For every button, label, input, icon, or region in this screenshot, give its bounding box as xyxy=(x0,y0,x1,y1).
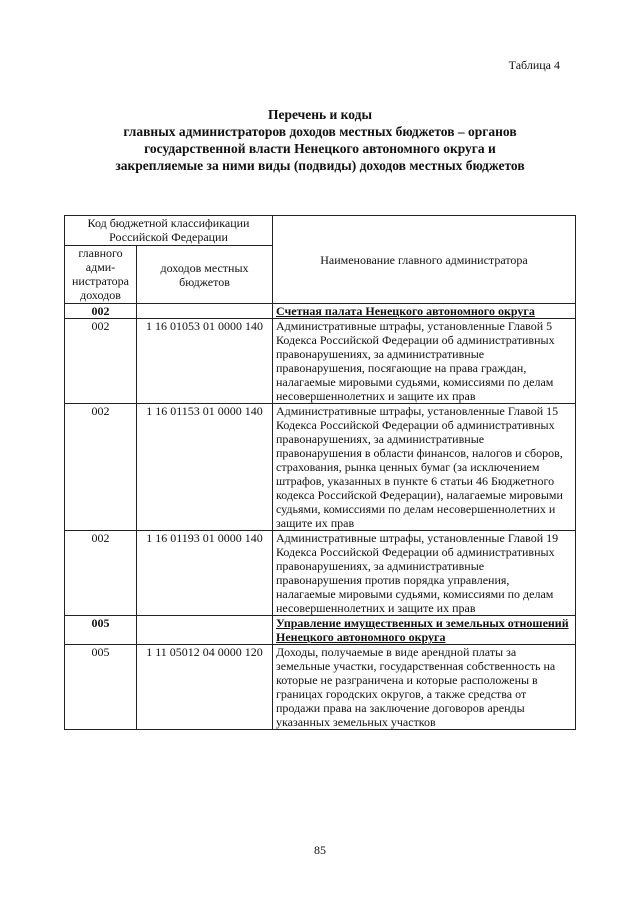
header-main-admin: главного адми-нистратора доходов xyxy=(65,246,137,304)
admin-name-cell: Счетная палата Ненецкого автономного округа xyxy=(273,304,576,319)
revenue-code-cell: 1 16 01053 01 0000 140 xyxy=(137,319,273,404)
admin-name-cell: Доходы, получаемые в виде арендной платы за земельные участки, государственная собственность на которые не разграничена и которые расположены в границах городских округов, а также средства от продажи права на заключение договоров аренды указанных земельных участков xyxy=(273,645,576,730)
header-local-revenue: доходов местных бюджетов xyxy=(137,246,273,304)
table-row xyxy=(65,531,576,616)
table-row xyxy=(65,319,576,404)
page-number: 85 xyxy=(314,843,326,857)
admin-name-cell: Административные штрафы, установленные Главой 19 Кодекса Российской Федерации об административных правонарушениях, за административные правонарушения против порядка управления, налагаемые мировыми судьями, комиссиями по делам несовершеннолетних и защите их прав xyxy=(273,531,576,616)
table-row xyxy=(65,645,576,730)
admin-code-cell: 002 xyxy=(65,531,137,616)
revenue-code-cell xyxy=(137,304,273,319)
admin-code-cell: 005 xyxy=(65,616,137,645)
admin-name-cell: Административные штрафы, установленные Главой 15 Кодекса Российской Федерации об административных правонарушениях, за административные правонарушения в области финансов, налогов и сборов, страхования, рынка ценных бумаг (за исключением штрафов, указанных в пункте 6 статьи 46 Бюджетного кодекса Российской Федерации), налагаемые мировыми судьями, комиссиями по делам несовершеннолетних и защите их прав xyxy=(273,404,576,531)
table-label: Таблица 4 xyxy=(508,58,560,72)
document-title xyxy=(60,106,580,174)
revenue-administrators-table xyxy=(64,215,576,730)
admin-name-cell: Административные штрафы, установленные Главой 5 Кодекса Российской Федерации об административных правонарушениях, за административные правонарушения, посягающие на права граждан, налагаемые мировыми судьями, комиссиями по делам несовершеннолетних и защите их прав xyxy=(273,319,576,404)
admin-code-cell: 005 xyxy=(65,645,137,730)
revenue-code-cell xyxy=(137,616,273,645)
header-row xyxy=(65,216,576,246)
revenue-code-cell: 1 16 01153 01 0000 140 xyxy=(137,404,273,531)
title-line: главных администраторов доходов местных бюджетов – органов xyxy=(123,124,517,139)
admin-code-cell: 002 xyxy=(65,319,137,404)
title-line: государственной власти Ненецкого автономного округа и xyxy=(144,141,496,156)
revenue-code-cell: 1 11 05012 04 0000 120 xyxy=(137,645,273,730)
table-row xyxy=(65,404,576,531)
admin-code-cell: 002 xyxy=(65,404,137,531)
admin-name-cell: Управление имущественных и земельных отношений Ненецкого автономного округа xyxy=(273,616,576,645)
section-row xyxy=(65,616,576,645)
title-line: Перечень и коды xyxy=(267,107,373,122)
revenue-code-cell: 1 16 01193 01 0000 140 xyxy=(137,531,273,616)
title-line: закрепляемые за ними виды (подвиды) доходов местных бюджетов xyxy=(115,158,525,173)
header-admin-name: Наименование главного администратора xyxy=(273,216,576,304)
admin-code-cell: 002 xyxy=(65,304,137,319)
section-row xyxy=(65,304,576,319)
header-classification-code: Код бюджетной классификации Российской Федерации xyxy=(65,216,273,246)
